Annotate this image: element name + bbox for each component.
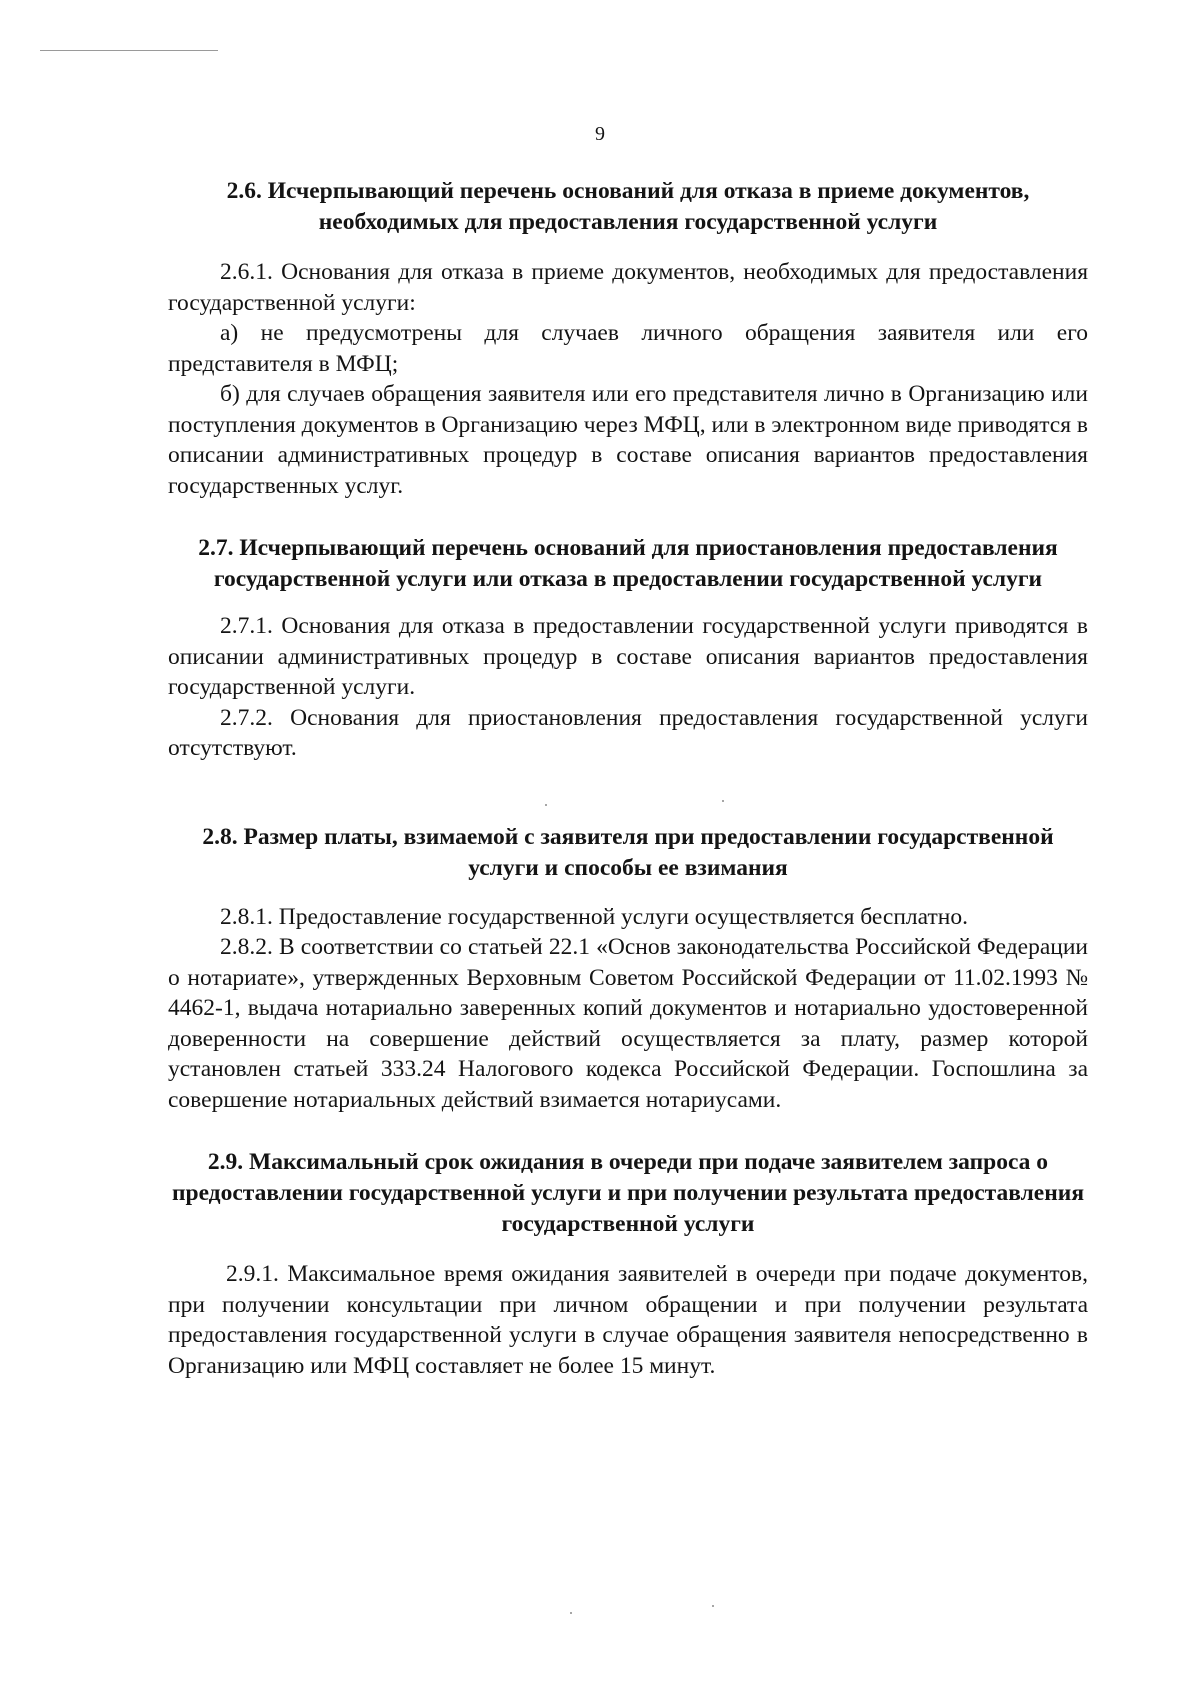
scan-artifact-line <box>40 50 218 51</box>
document-body <box>168 176 1088 1381</box>
paragraph-2-7-2: 2.7.2. Основания для приостановления предоставления государственной услуги отсутствуют. <box>168 704 1088 761</box>
paragraph-2-6-1-a: а) не предусмотрены для случаев личного обращения заявителя или его представителя в МФЦ; <box>168 320 1088 377</box>
paragraph-2-6-1-b: б) для случаев обращения заявителя или его представителя лично в Организацию или поступления документов в Организацию через МФЦ, или в электронном виде приводятся в описании административных процедур в составе описания вариантов предоставления государственных услуг. <box>168 381 1088 499</box>
paragraph-2-8-2: 2.8.2. В соответствии со статьей 22.1 «Основ законодательства Российской Федерации о нотариате», утвержденных Верховным Советом Российской Федерации от 11.02.1993 № 4462-1, выдача нотариально заверенных копий документов и нотариально удостоверенной доверенности на совершение действий осуществляется за плату, размер которой установлен статьей 333.24 Налогового кодекса Российской Федерации. Госпошлина за совершение нотариальных действий взимается нотариусами. <box>168 934 1088 1113</box>
section-2-8 <box>168 822 1088 1116</box>
section-2-7 <box>168 533 1088 764</box>
section-title: 2.8. Размер платы, взимаемой с заявителя при предоставлении государственной услуги и способы ее взимания <box>202 823 1054 881</box>
scan-speck <box>722 800 724 802</box>
paragraph-2-6-1: 2.6.1. Основания для отказа в приеме документов, необходимых для предоставления государственной услуги: <box>168 259 1088 316</box>
paragraph-2-7-1: 2.7.1. Основания для отказа в предоставлении государственной услуги приводятся в описании административных процедур в составе описания вариантов предоставления государственной услуги. <box>168 613 1088 700</box>
section-title: 2.9. Максимальный срок ожидания в очереди при подаче заявителем запроса о предоставлении государственной услуги и при получении результата предоставления государственной услуги <box>171 1149 1085 1237</box>
scan-speck <box>545 804 547 806</box>
section-title: 2.7. Исчерпывающий перечень оснований для приостановления предоставления государственной услуги или отказа в предоставлении государственной услуги <box>198 535 1058 592</box>
section-2-9 <box>168 1147 1088 1381</box>
paragraph-2-9-1: 2.9.1. Максимальное время ожидания заявителей в очереди при подаче документов, при получении консультации при личном обращении и при получении результата предоставления государственной услуги в случае обращения заявителя непосредственно в Организацию или МФЦ составляет не более 15 минут. <box>168 1261 1088 1379</box>
scan-speck <box>712 1605 714 1607</box>
section-2-6 <box>168 176 1088 501</box>
page-number: 9 <box>595 123 605 145</box>
paragraph-2-8-1: 2.8.1. Предоставление государственной услуги осуществляется бесплатно. <box>220 903 968 930</box>
scan-speck <box>570 1612 572 1614</box>
section-title: 2.6. Исчерпывающий перечень оснований для отказа в приеме документов, необходимых для предоставления государственной услуги <box>226 178 1030 235</box>
